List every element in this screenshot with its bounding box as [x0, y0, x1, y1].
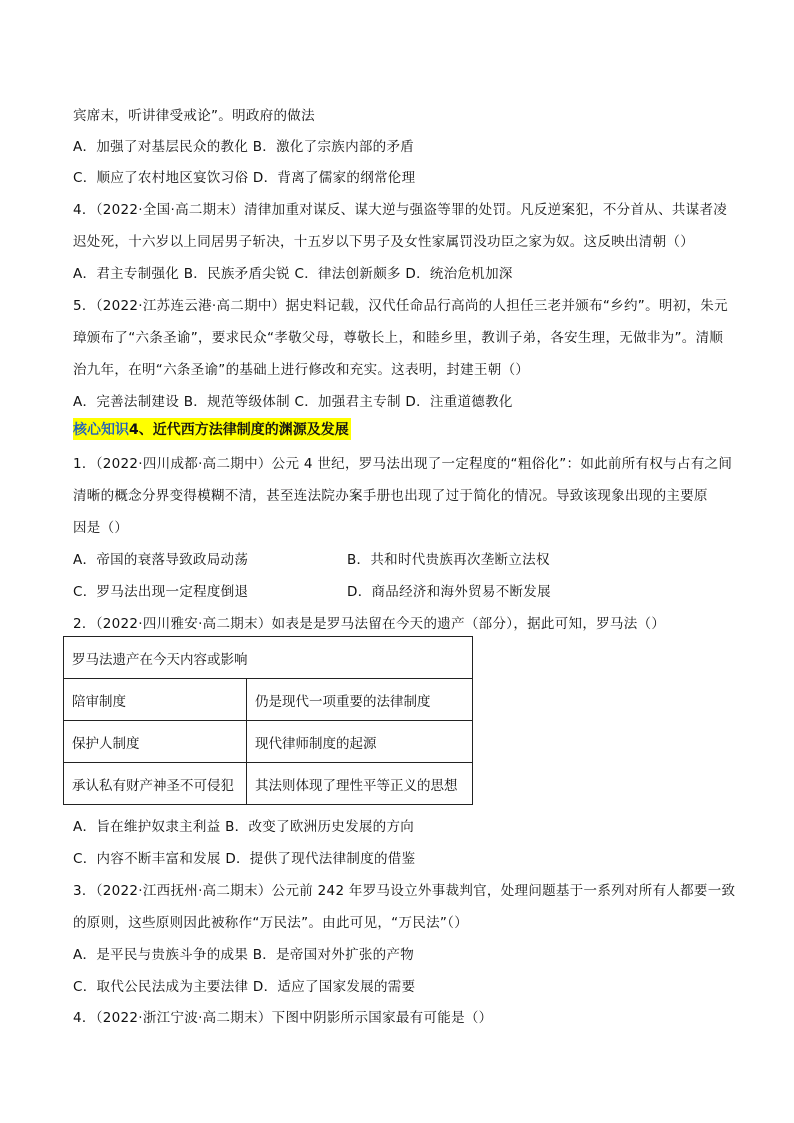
- section-q3-text: 3．（2022·江西抚州·高二期末）公元前 242 年罗马设立外事裁判官，处理问题基于一系列对所有人都要一致: [73, 883, 736, 899]
- section-q1-text: 因是（）: [73, 520, 129, 536]
- answer-options: A．加强了对基层民众的教化 B．激化了宗族内部的矛盾: [73, 139, 415, 155]
- roman-law-table: [63, 636, 473, 805]
- question-4-options: A．君主专制强化 B．民族矛盾尖锐 C．律法创新颇多 D．统治危机加深: [73, 266, 513, 282]
- section-q2-options: C．内容不断丰富和发展 D．提供了现代法律制度的借鉴: [73, 851, 416, 867]
- question-5-options: A．完善法制建设 B．规范等级体制 C．加强君主专制 D．注重道德教化: [73, 394, 513, 410]
- table-row: [64, 679, 473, 721]
- table-cell: 承认私有财产神圣不可侵犯: [64, 763, 247, 805]
- table-cell: 现代律师制度的起源: [247, 721, 473, 763]
- question-4-text: 迟处死，十六岁以上同居男子斩决，十五岁以下男子及女性家属罚没功臣之家为奴。这反映出清朝（）: [73, 234, 694, 250]
- table-row: [64, 763, 473, 805]
- question-text-line: 宾席末，听讲律受戒论”。明政府的做法: [73, 108, 315, 124]
- answer-options: C．顺应了农村地区宴饮习俗 D．背离了儒家的纲常伦理: [73, 170, 416, 186]
- section-heading: [73, 418, 351, 440]
- option-c: C．罗马法出现一定程度倒退: [73, 584, 249, 600]
- section-q4-text: 4．（2022·浙江宁波·高二期末）下图中阴影所示国家最有可能是（）: [73, 1010, 493, 1026]
- table-cell: 其法则体现了理性平等正义的思想: [247, 763, 473, 805]
- section-q3-text: 的原则，这些原则因此被称作“万民法”。由此可见，“万民法”（）: [73, 915, 469, 931]
- section-q2-text: 2．（2022·四川雅安·高二期末）如表是是罗马法留在今天的遗产（部分），据此可知，罗马法（）: [73, 616, 666, 632]
- option-b: B．共和时代贵族再次垄断立法权: [347, 552, 550, 568]
- table-header: 罗马法遗产在今天内容或影响: [64, 637, 473, 679]
- section-q2-options: A．旨在维护奴隶主利益 B．改变了欧洲历史发展的方向: [73, 819, 415, 835]
- section-q3-options: A．是平民与贵族斗争的成果 B．是帝国对外扩张的产物: [73, 947, 415, 963]
- question-5-text: 5．（2022·江苏连云港·高二期中）据史料记载，汉代任命品行高尚的人担任三老并颁布“乡约”。明初，朱元: [73, 298, 728, 314]
- section-q1-text: 清晰的概念分界变得模糊不清，甚至连法院办案手册也出现了过于简化的情况。导致该现象出现的主要原: [73, 488, 708, 504]
- table-cell: 陪审制度: [64, 679, 247, 721]
- table-header-row: [64, 637, 473, 679]
- section-q1-text: 1．（2022·四川成都·高二期中）公元 4 世纪，罗马法出现了一定程度的“粗俗化”：如此前所有权与占有之间: [73, 456, 733, 472]
- option-a: A．帝国的衰落导致政局动荡: [73, 552, 249, 568]
- table-cell: 保护人制度: [64, 721, 247, 763]
- section-prefix: 核心知识: [73, 422, 129, 438]
- table-row: [64, 721, 473, 763]
- section-title: 4、近代西方法律制度的渊源及发展: [129, 422, 349, 438]
- question-5-text: 治九年，在明“六条圣谕”的基础上进行修改和充实。这表明，封建王朝（）: [73, 362, 530, 378]
- question-5-text: 璋颁布了“六条圣谕”，要求民众“孝敬父母，尊敬长上，和睦乡里，教训子弟，各安生理，无做非为”。清顺: [73, 330, 724, 346]
- option-d: D．商品经济和海外贸易不断发展: [347, 584, 551, 600]
- table-cell: 仍是现代一项重要的法律制度: [247, 679, 473, 721]
- question-4-text: 4．（2022·全国·高二期末）清律加重对谋反、谋大逆与强盗等罪的处罚。凡反逆案犯，不分首从、共谋者凌: [73, 202, 728, 218]
- section-q3-options: C．取代公民法成为主要法律 D．适应了国家发展的需要: [73, 979, 416, 995]
